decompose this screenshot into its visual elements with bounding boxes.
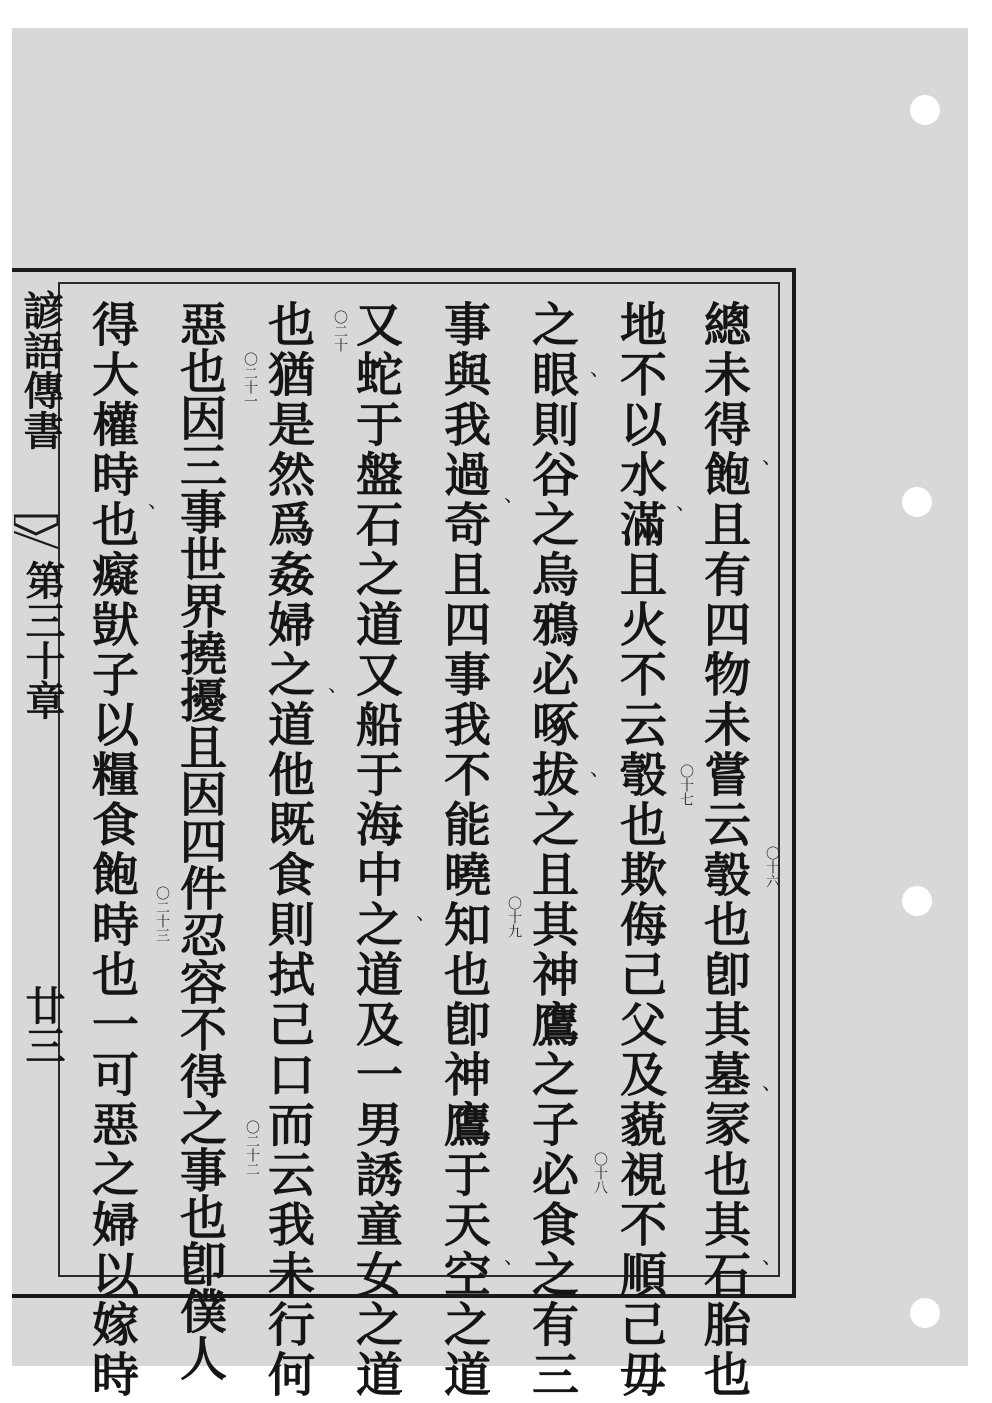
punctuation-mark: 、 (504, 482, 524, 506)
fish-tail-ornament-icon (14, 512, 58, 552)
text-column-3: 之眼則谷之烏鴉必啄拔之且其神鷹之子必食之有三 (524, 300, 579, 1400)
book-title: 諺語傳書 (17, 290, 64, 450)
punctuation-mark: 、 (762, 1070, 782, 1094)
binding-hole (902, 886, 932, 916)
verse-number: 〇二十一 (242, 352, 258, 408)
verse-number: 〇二十 (332, 310, 348, 352)
punctuation-mark: 、 (328, 672, 348, 696)
folio-number: 廿三 (19, 985, 66, 1065)
text-column-4: 事與我過奇且四事我不能曉知也卽神鷹于天空之道 (436, 300, 491, 1400)
verse-number: 〇二十二 (244, 1120, 260, 1176)
binding-hole (910, 1298, 940, 1328)
text-column-2: 地不以水滿且火不云彀也欺侮己父及藐視不順己毋 (612, 300, 667, 1400)
punctuation-mark: 、 (762, 444, 782, 468)
text-column-1: 總未得飽且有四物未嘗云彀也卽其墓冡也其石胎也 (696, 300, 751, 1400)
punctuation-mark: 、 (590, 756, 610, 780)
verse-number: 〇十九 (506, 896, 522, 938)
punctuation-mark: 、 (762, 1244, 782, 1268)
text-column-6: 也猶是然爲姦婦之道他既食則拭己口而云我未行何 (260, 300, 315, 1400)
text-column-5: 又蛇于盤石之道又船于海中之道及一男誘童女之道 (348, 300, 403, 1400)
binding-hole (902, 487, 932, 517)
text-column-8: 得大權時也癡獃子以糧食飽時也一可惡之婦以嫁時 (84, 300, 139, 1400)
binding-hole (910, 95, 940, 125)
punctuation-mark: 、 (590, 356, 610, 380)
chapter-label: 第三十章 (19, 560, 66, 720)
verse-number: 〇十六 (764, 846, 780, 888)
punctuation-mark: 、 (416, 900, 436, 924)
text-column-7: 惡也因三事世界撓擾且因四件忍容不得之事也卽僕人 (172, 300, 227, 1381)
punctuation-mark: 、 (504, 1244, 524, 1268)
verse-number: 〇二十三 (154, 886, 170, 942)
punctuation-mark: 、 (148, 488, 168, 512)
verse-number: 〇十八 (592, 1152, 608, 1194)
page-inner-border (58, 282, 780, 1277)
punctuation-mark: 、 (676, 490, 696, 514)
verse-number: 〇十七 (678, 764, 694, 806)
